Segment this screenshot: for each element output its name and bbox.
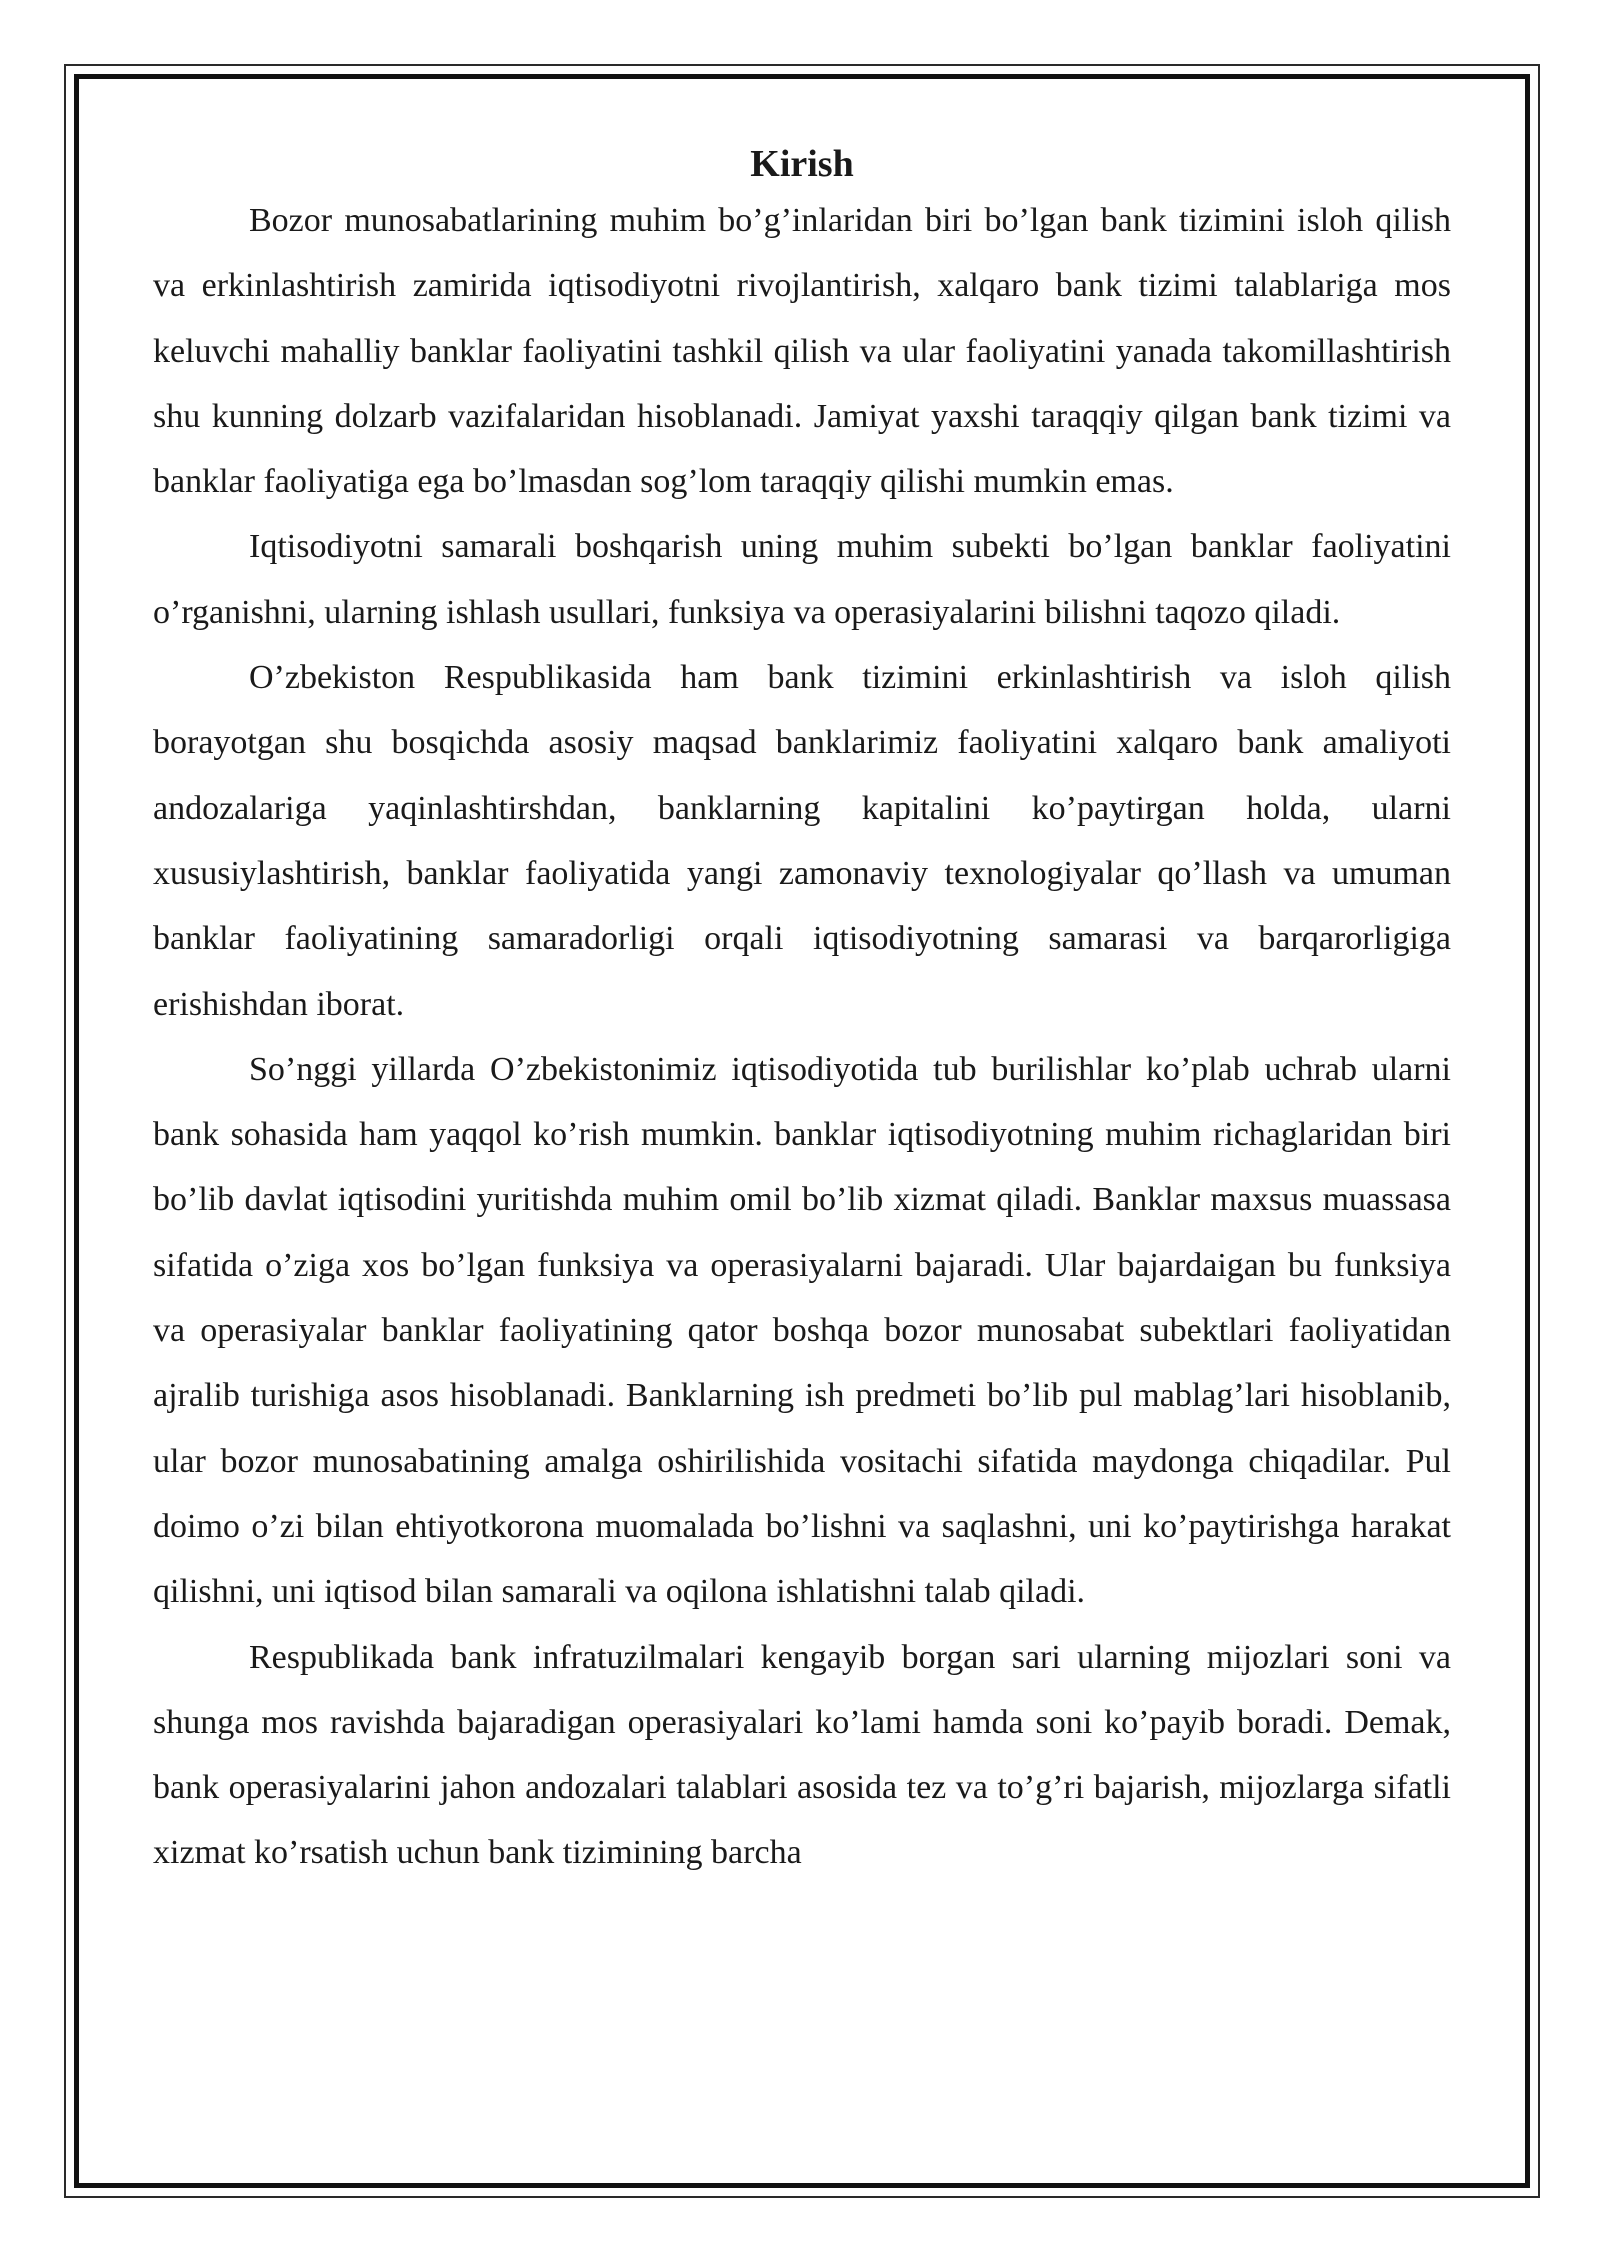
document-body	[153, 140, 1451, 1886]
page-title: Kirish	[750, 143, 854, 185]
paragraph-2: Iqtisodiyotni samarali boshqarish uning muhim subekti bo’lgan banklar faoliyatini o’rganishni, ularning ishlash usullari, funksiya va operasiyalarini bilishni taqozo qiladi.	[153, 528, 1451, 631]
paragraph-3: O’zbekiston Respublikasida ham bank tizimini erkinlashtirish va isloh qilish borayotgan shu bosqichda asosiy maqsad banklarimiz faoliyatini xalqaro bank amaliyoti andozalariga yaqinlashtirshdan, banklarning kapitalini ko’paytirgan holda, ularni xususiylashtirish, banklar faoliyatida yangi zamonaviy texnologiyalar qo’llash va umuman banklar faoliyatining samaradorligi orqali iqtisodiyotning samarasi va barqarorligiga erishishdan iborat.	[153, 659, 1451, 1023]
paragraph-1: Bozor munosabatlarining muhim bo’g’inlaridan biri bo’lgan bank tizimini isloh qilish va erkinlashtirish zamirida iqtisodiyotni rivojlantirish, xalqaro bank tizimi talablariga mos keluvchi mahalliy banklar faoliyatini tashkil qilish va ular faoliyatini yanada takomillashtirish shu kunning dolzarb vazifalaridan hisoblanadi. Jamiyat yaxshi taraqqiy qilgan bank tizimi va banklar faoliyatiga ega bo’lmasdan sog’lom taraqqiy qilishi mumkin emas.	[153, 202, 1451, 501]
paragraph-5: Respublikada bank infratuzilmalari kengayib borgan sari ularning mijozlari soni va shunga mos ravishda bajaradigan operasiyalari ko’lami hamda soni ko’payib boradi. Demak, bank operasiyalarini jahon andozalari talablari asosida tez va to’g’ri bajarish, mijozlarga sifatli xizmat ko’rsatish uchun bank tizimining barcha	[153, 1638, 1451, 1872]
paragraph-4: So’nggi yillarda O’zbekistonimiz iqtisodiyotida tub burilishlar ko’plab uchrab ularni bank sohasida ham yaqqol ko’rish mumkin. banklar iqtisodiyotning muhim richaglaridan biri bo’lib davlat iqtisodini yuritishda muhim omil bo’lib xizmat qiladi. Banklar maxsus muassasa sifatida o’ziga xos bo’lgan funksiya va operasiyalarni bajaradi. Ular bajardaigan bu funksiya va operasiyalar banklar faoliyatining qator boshqa bozor munosabat subektlari faoliyatidan ajralib turishiga asos hisoblanadi. Banklarning ish predmeti bo’lib pul mablag’lari hisoblanib, ular bozor munosabatining amalga oshirilishida vositachi sifatida maydonga chiqadilar. Pul doimo o’zi bilan ehtiyotkorona muomalada bo’lishni va saqlashni, uni ko’paytirishga harakat qilishni, uni iqtisod bilan samarali va oqilona ishlatishni talab qiladi.	[153, 1050, 1451, 1611]
